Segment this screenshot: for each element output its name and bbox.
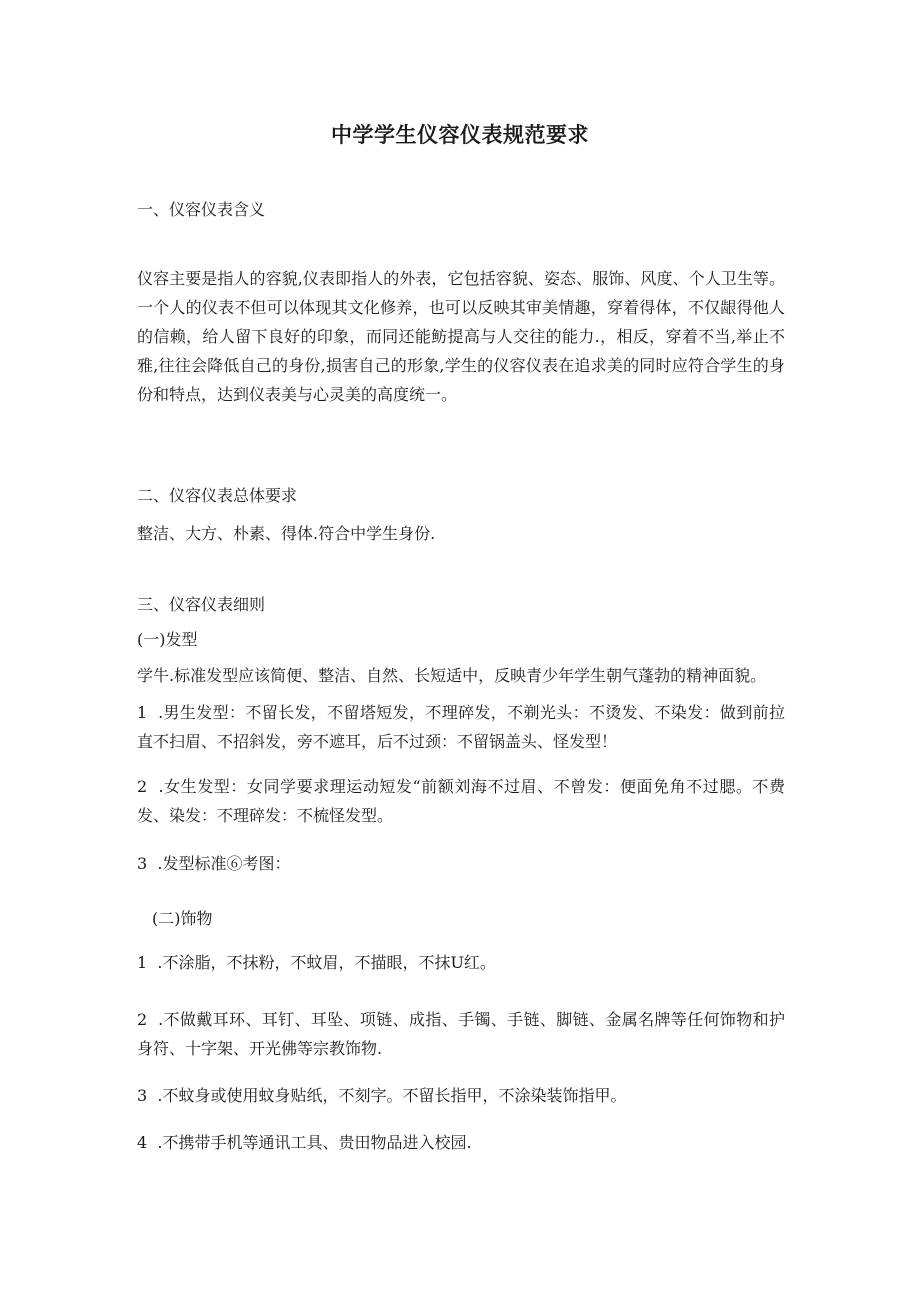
hair-item-1: 1 .男生发型：不留长发，不留塔短发，不理碎发，不剃光头：不烫发、不染发：做到前拉直不扫眉、不招斜发，旁不遮耳，后不过颈：不留锅盖头、怪发型！ xyxy=(137,703,785,751)
hair-item-2: 2 .女生发型：女同学要求理运动短发“前额刘海不过眉、不曾发：便面免角不过腮。不费发、染发：不理碎发：不梳怪发型。 xyxy=(137,777,785,825)
accessories-item-2: 2 .不做戴耳环、耳钉、耳坠、项链、成指、手镯、手链、脚链、金属名牌等任何饰物和护身符、十字架、开光佛等宗教饰物. xyxy=(137,1010,785,1058)
accessories-item-1: 1 .不涂脂，不抹粉，不蚊眉，不描眼，不抹U红。 xyxy=(137,953,496,972)
subsection-accessories-heading: (二)饰物 xyxy=(152,909,213,928)
section-2-body: 整洁、大方、朴素、得体.符合中学生身份. xyxy=(137,524,436,543)
section-2-heading: 二、仪容仪表总体要求 xyxy=(137,486,298,505)
section-1-heading: 一、仪容仪表含义 xyxy=(137,200,266,219)
hair-item-3: 3 .发型标准⑥考图： xyxy=(137,854,291,873)
document-title: 中学学生仪容仪表规范要求 xyxy=(331,123,589,147)
accessories-item-4: 4 .不携带手机等通讯工具、贵田物品进入校园. xyxy=(137,1133,472,1152)
section-3-heading: 三、仪容仪表细则 xyxy=(137,595,266,614)
hair-intro: 学牛.标准发型应该简便、整洁、自然、长短适中，反映青少年学生朝气蓬勃的精神面貌。 xyxy=(137,666,767,685)
accessories-item-3: 3 .不蚊身或使用蚊身贴纸，不刻字。不留长指甲，不涂染装饰指甲。 xyxy=(137,1086,627,1105)
subsection-hair-heading: (一)发型 xyxy=(137,630,198,649)
section-1-body: 仪容主要是指人的容貌,仪表即指人的外表，它包括容貌、姿态、服饰、风度、个人卫生等。一个人的仪表不但可以体现其文化修养，也可以反映其审美情趣，穿着得体，不仅龈得他人的信赖，给人留下良好的印象，而同还能鲂提高与人交往的能力.，相反，穿着不当,举止不雅,往往会降低自己的身份,损害自己的形象,学生的仪容仪表在追求美的同时应符合学生的身份和特点，达到仪表美与心灵美的高度统一。 xyxy=(137,269,785,404)
